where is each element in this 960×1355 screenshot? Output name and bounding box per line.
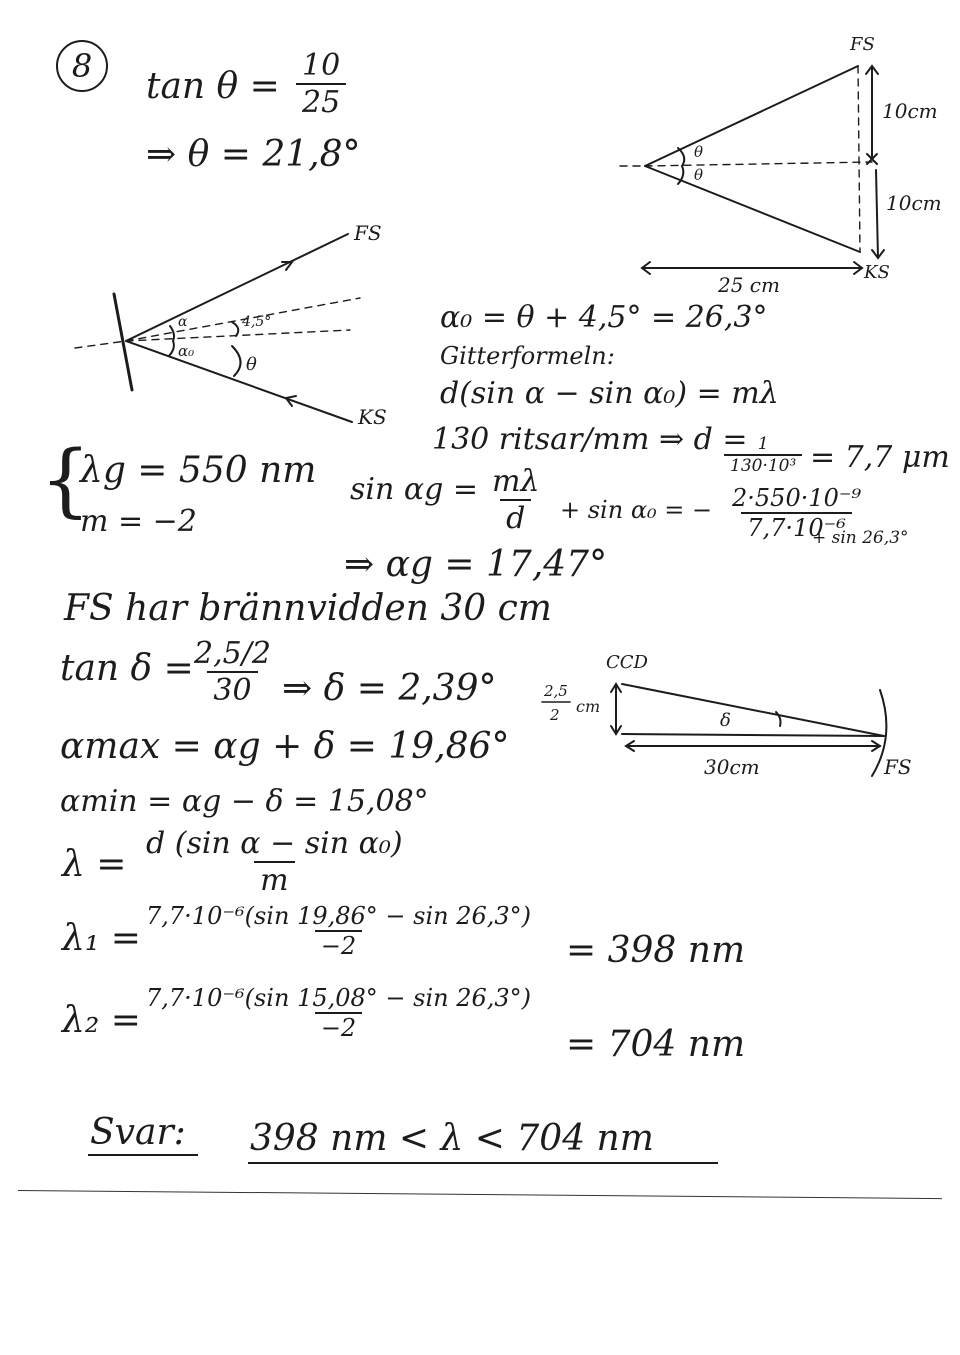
fig1-theta-a: θ: [694, 143, 704, 161]
fig1-vertical: [858, 66, 860, 252]
given-m: m = −2: [80, 504, 197, 539]
fig2-alpha0-arc: [169, 341, 174, 356]
d-den: 130·10³: [724, 454, 802, 476]
fig1-axis: [645, 162, 872, 166]
tan-delta-fraction: [188, 636, 277, 708]
sin-alpha-num: mλ: [492, 464, 540, 499]
answer-underline: [248, 1162, 718, 1164]
sin-alpha-tail: + sin 26,3°: [812, 528, 909, 548]
lambda2-den: −2: [315, 1012, 362, 1042]
fig1-arrow-10-bottom: [876, 170, 878, 258]
fig2-45-arc: [232, 322, 238, 336]
alpha0-equation: α₀ = θ + 4,5° = 26,3°: [440, 300, 768, 335]
lambda-general-den: m: [254, 861, 294, 898]
tan-delta-result: ⇒ δ = 2,39°: [282, 668, 497, 709]
fig2-ks-label: KS: [358, 405, 387, 429]
d-num: 1: [757, 434, 769, 454]
lambda-general-lhs: λ =: [62, 844, 127, 885]
fig2-axis-left: [75, 341, 126, 348]
tan-theta-den: 25: [296, 83, 346, 120]
fs-focal-length: FS har brännvidden 30 cm: [64, 588, 552, 629]
tan-delta-den: 30: [207, 671, 257, 708]
sin-alpha-den2: 7,7·10⁻⁶: [741, 512, 852, 542]
alpha-min: αmin = αg − δ = 15,08°: [60, 784, 429, 819]
d-result: = 7,7 μm: [810, 440, 950, 475]
lambda2-num: 7,7·10⁻⁶(sin 15,08° − sin 26,3°): [146, 984, 532, 1012]
bottom-rule: [18, 1190, 942, 1199]
lambda2-result: = 704 nm: [566, 1024, 746, 1065]
lambda1-num: 7,7·10⁻⁶(sin 19,86° − sin 26,3°): [146, 902, 532, 930]
sin-alpha-lhs: sin αg =: [350, 472, 478, 507]
given-lambda: λg = 550 nm: [80, 450, 317, 491]
lambda-general-fraction: [140, 826, 409, 898]
sin-alpha-num2: 2·550·10⁻⁹: [732, 484, 862, 512]
fig1-theta-b: θ: [694, 166, 704, 184]
fig1-10cm-top: 10cm: [882, 99, 938, 123]
tan-theta-num: 10: [302, 48, 341, 83]
lambda1-fraction: [140, 902, 537, 960]
given-brace: {: [40, 433, 91, 526]
tan-delta-lhs: tan δ =: [60, 648, 194, 689]
figure-triangle-geometry: [600, 30, 950, 300]
grating-equation: d(sin α − sin α₀) = mλ: [440, 376, 779, 411]
lambda2-lhs: λ₂ =: [62, 1000, 141, 1041]
fig2-theta-arc: [232, 346, 241, 376]
lambda1-result: = 398 nm: [566, 930, 746, 971]
lambda2-fraction: [140, 984, 537, 1042]
alpha-max: αmax = αg + δ = 19,86°: [60, 726, 510, 767]
fig2-alpha: α: [178, 314, 188, 330]
fig1-line-fs: [645, 66, 858, 166]
fig1-10cm-bottom: 10cm: [886, 191, 942, 215]
fig3-half-unit: cm: [576, 697, 601, 716]
alpha-g-result: ⇒ αg = 17,47°: [344, 544, 608, 585]
sin-alpha-mid: + sin α₀ = −: [560, 496, 713, 524]
fig3-half-den: 2: [550, 706, 560, 724]
fig3-axis: [622, 734, 884, 736]
fig3-30cm: 30cm: [704, 755, 760, 779]
fig2-line-ks: [126, 341, 352, 422]
fig3-delta: δ: [720, 710, 731, 731]
fig2-45: 4,5°: [242, 314, 272, 330]
fig2-theta: θ: [246, 354, 257, 375]
lambda-general-num: d (sin α − sin α₀): [146, 826, 403, 861]
fig2-fs-label: FS: [354, 221, 382, 245]
sin-alpha-den: d: [500, 499, 531, 536]
fig2-alpha0: α₀: [178, 342, 195, 360]
answer-text: 398 nm < λ < 704 nm: [250, 1118, 654, 1159]
gitter-label: Gitterformeln:: [440, 342, 615, 370]
fig1-25cm: 25 cm: [718, 273, 780, 297]
tan-theta-fraction: [296, 48, 346, 120]
fig3-ccd-label: CCD: [606, 652, 648, 673]
theta-result: ⇒ θ = 21,8°: [146, 134, 361, 175]
sin-alpha-fraction: [486, 464, 545, 536]
figure-grating-geometry: [70, 210, 410, 429]
figure-ccd-geometry: [530, 640, 930, 790]
fig3-ray: [622, 684, 884, 736]
ritsar-text: 130 ritsar/mm ⇒ d =: [432, 422, 748, 457]
lambda1-den: −2: [315, 930, 362, 960]
d-fraction: [724, 434, 802, 476]
fig1-fs-label: FS: [850, 34, 875, 55]
fig3-fs-label: FS: [884, 755, 912, 779]
fig1-ks-label: KS: [864, 262, 890, 283]
tan-delta-num: 2,5/2: [194, 636, 271, 671]
lambda1-lhs: λ₁ =: [62, 918, 141, 959]
answer-label-underline: [88, 1154, 198, 1156]
answer-label: Svar:: [90, 1112, 186, 1153]
fig1-line-ks: [645, 166, 860, 252]
fig3-half-num: 2,5: [544, 682, 568, 700]
tan-theta-lhs: tan θ =: [146, 66, 280, 107]
fig3-delta-arc: [776, 712, 781, 726]
problem-number: 8: [56, 40, 108, 92]
